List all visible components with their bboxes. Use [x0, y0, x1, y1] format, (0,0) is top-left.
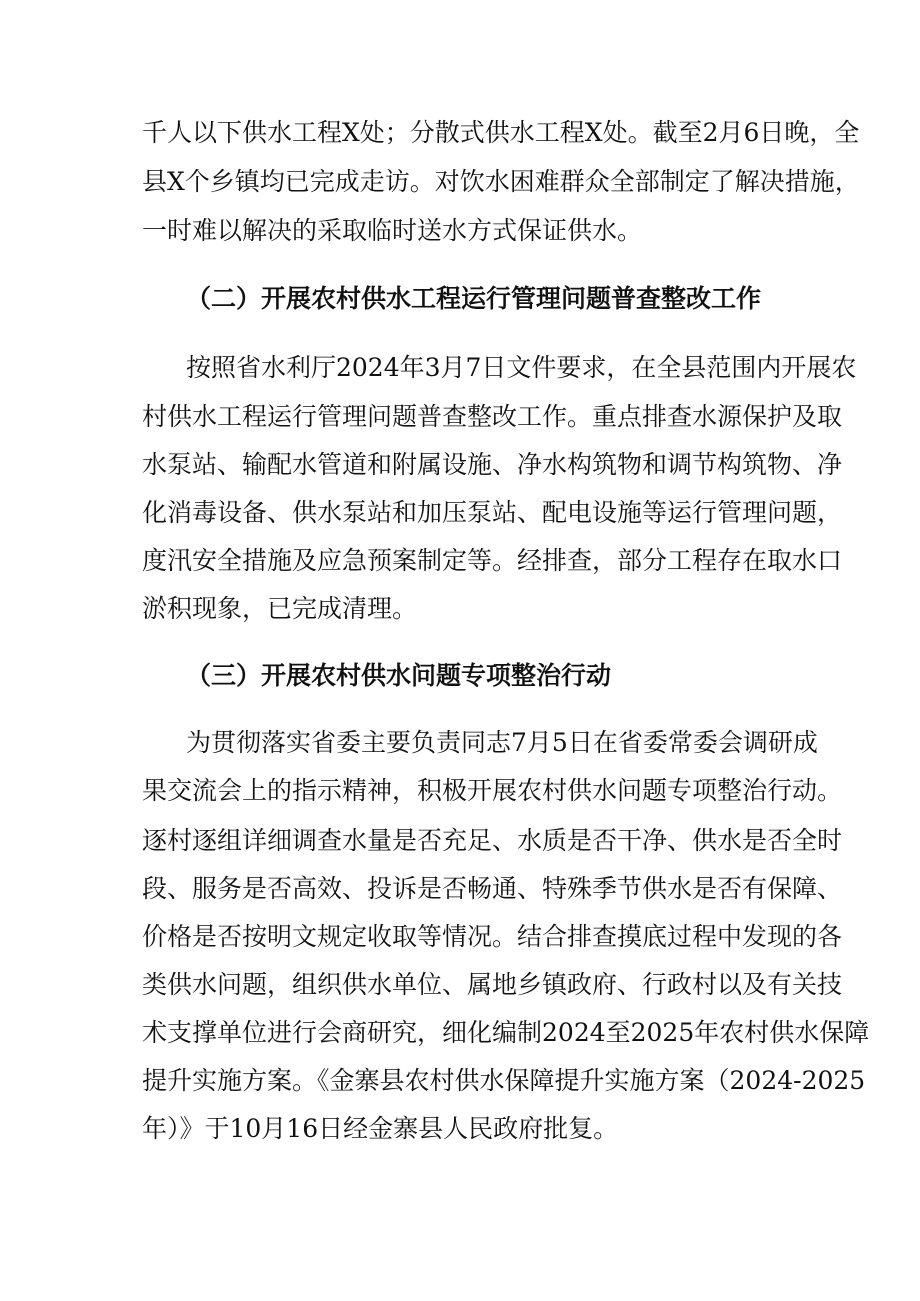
- paragraph-2-line-1: 按照省水利厅2024年3月7日文件要求，在全县范围内开展农: [186, 353, 857, 382]
- paragraph-2-line-2: 村供水工程运行管理问题普查整改工作。重点排查水源保护及取: [142, 402, 843, 431]
- paragraph-3-line-6: 类供水问题，组织供水单位、属地乡镇政府、行政村以及有关技: [142, 970, 843, 999]
- paragraph-3-line-1: 为贯彻落实省委主要负责同志7月5日在省委常委会调研成: [186, 728, 818, 757]
- paragraph-3-line-3: 逐村逐组详细调查水量是否充足、水质是否干净、供水是否全时: [142, 826, 843, 855]
- paragraph-3-line-5: 价格是否按明文规定收取等情况。结合排查摸底过程中发现的各: [142, 922, 843, 951]
- paragraph-1-line-1: 千人以下供水工程X处；分散式供水工程X处。截至2月6日晚，全: [142, 118, 860, 147]
- paragraph-3-line-8: 提升实施方案。《金寨县农村供水保障提升实施方案（2024-2025: [142, 1066, 866, 1095]
- paragraph-1-line-2: 县X个乡镇均已完成走访。对饮水困难群众全部制定了解决措施，: [142, 167, 860, 196]
- paragraph-3-line-4: 段、服务是否高效、投诉是否畅通、特殊季节供水是否有保障、: [142, 874, 843, 903]
- paragraph-1-line-3: 一时难以解决的采取临时送水方式保证供水。: [142, 216, 643, 245]
- paragraph-2-line-4: 化消毒设备、供水泵站和加压泵站、配电设施等运行管理问题，: [142, 498, 843, 527]
- paragraph-2-line-5: 度汛安全措施及应急预案制定等。经排查，部分工程存在取水口: [142, 546, 843, 575]
- paragraph-3-line-2: 果交流会上的指示精神，积极开展农村供水问题专项整治行动。: [142, 776, 843, 805]
- section-heading-2: （二）开展农村供水工程运行管理问题普查整改工作: [186, 284, 762, 313]
- paragraph-3-line-7: 术支撑单位进行会商研究，细化编制2024至2025年农村供水保障: [142, 1018, 870, 1047]
- section-heading-3: （三）开展农村供水问题专项整治行动: [186, 661, 612, 690]
- paragraph-2-line-3: 水泵站、输配水管道和附属设施、净水构筑物和调节构筑物、净: [142, 450, 843, 479]
- paragraph-3-line-9: 年）》于10月16日经金寨县人民政府批复。: [142, 1114, 619, 1143]
- paragraph-2-line-6: 淤积现象，已完成清理。: [142, 594, 418, 623]
